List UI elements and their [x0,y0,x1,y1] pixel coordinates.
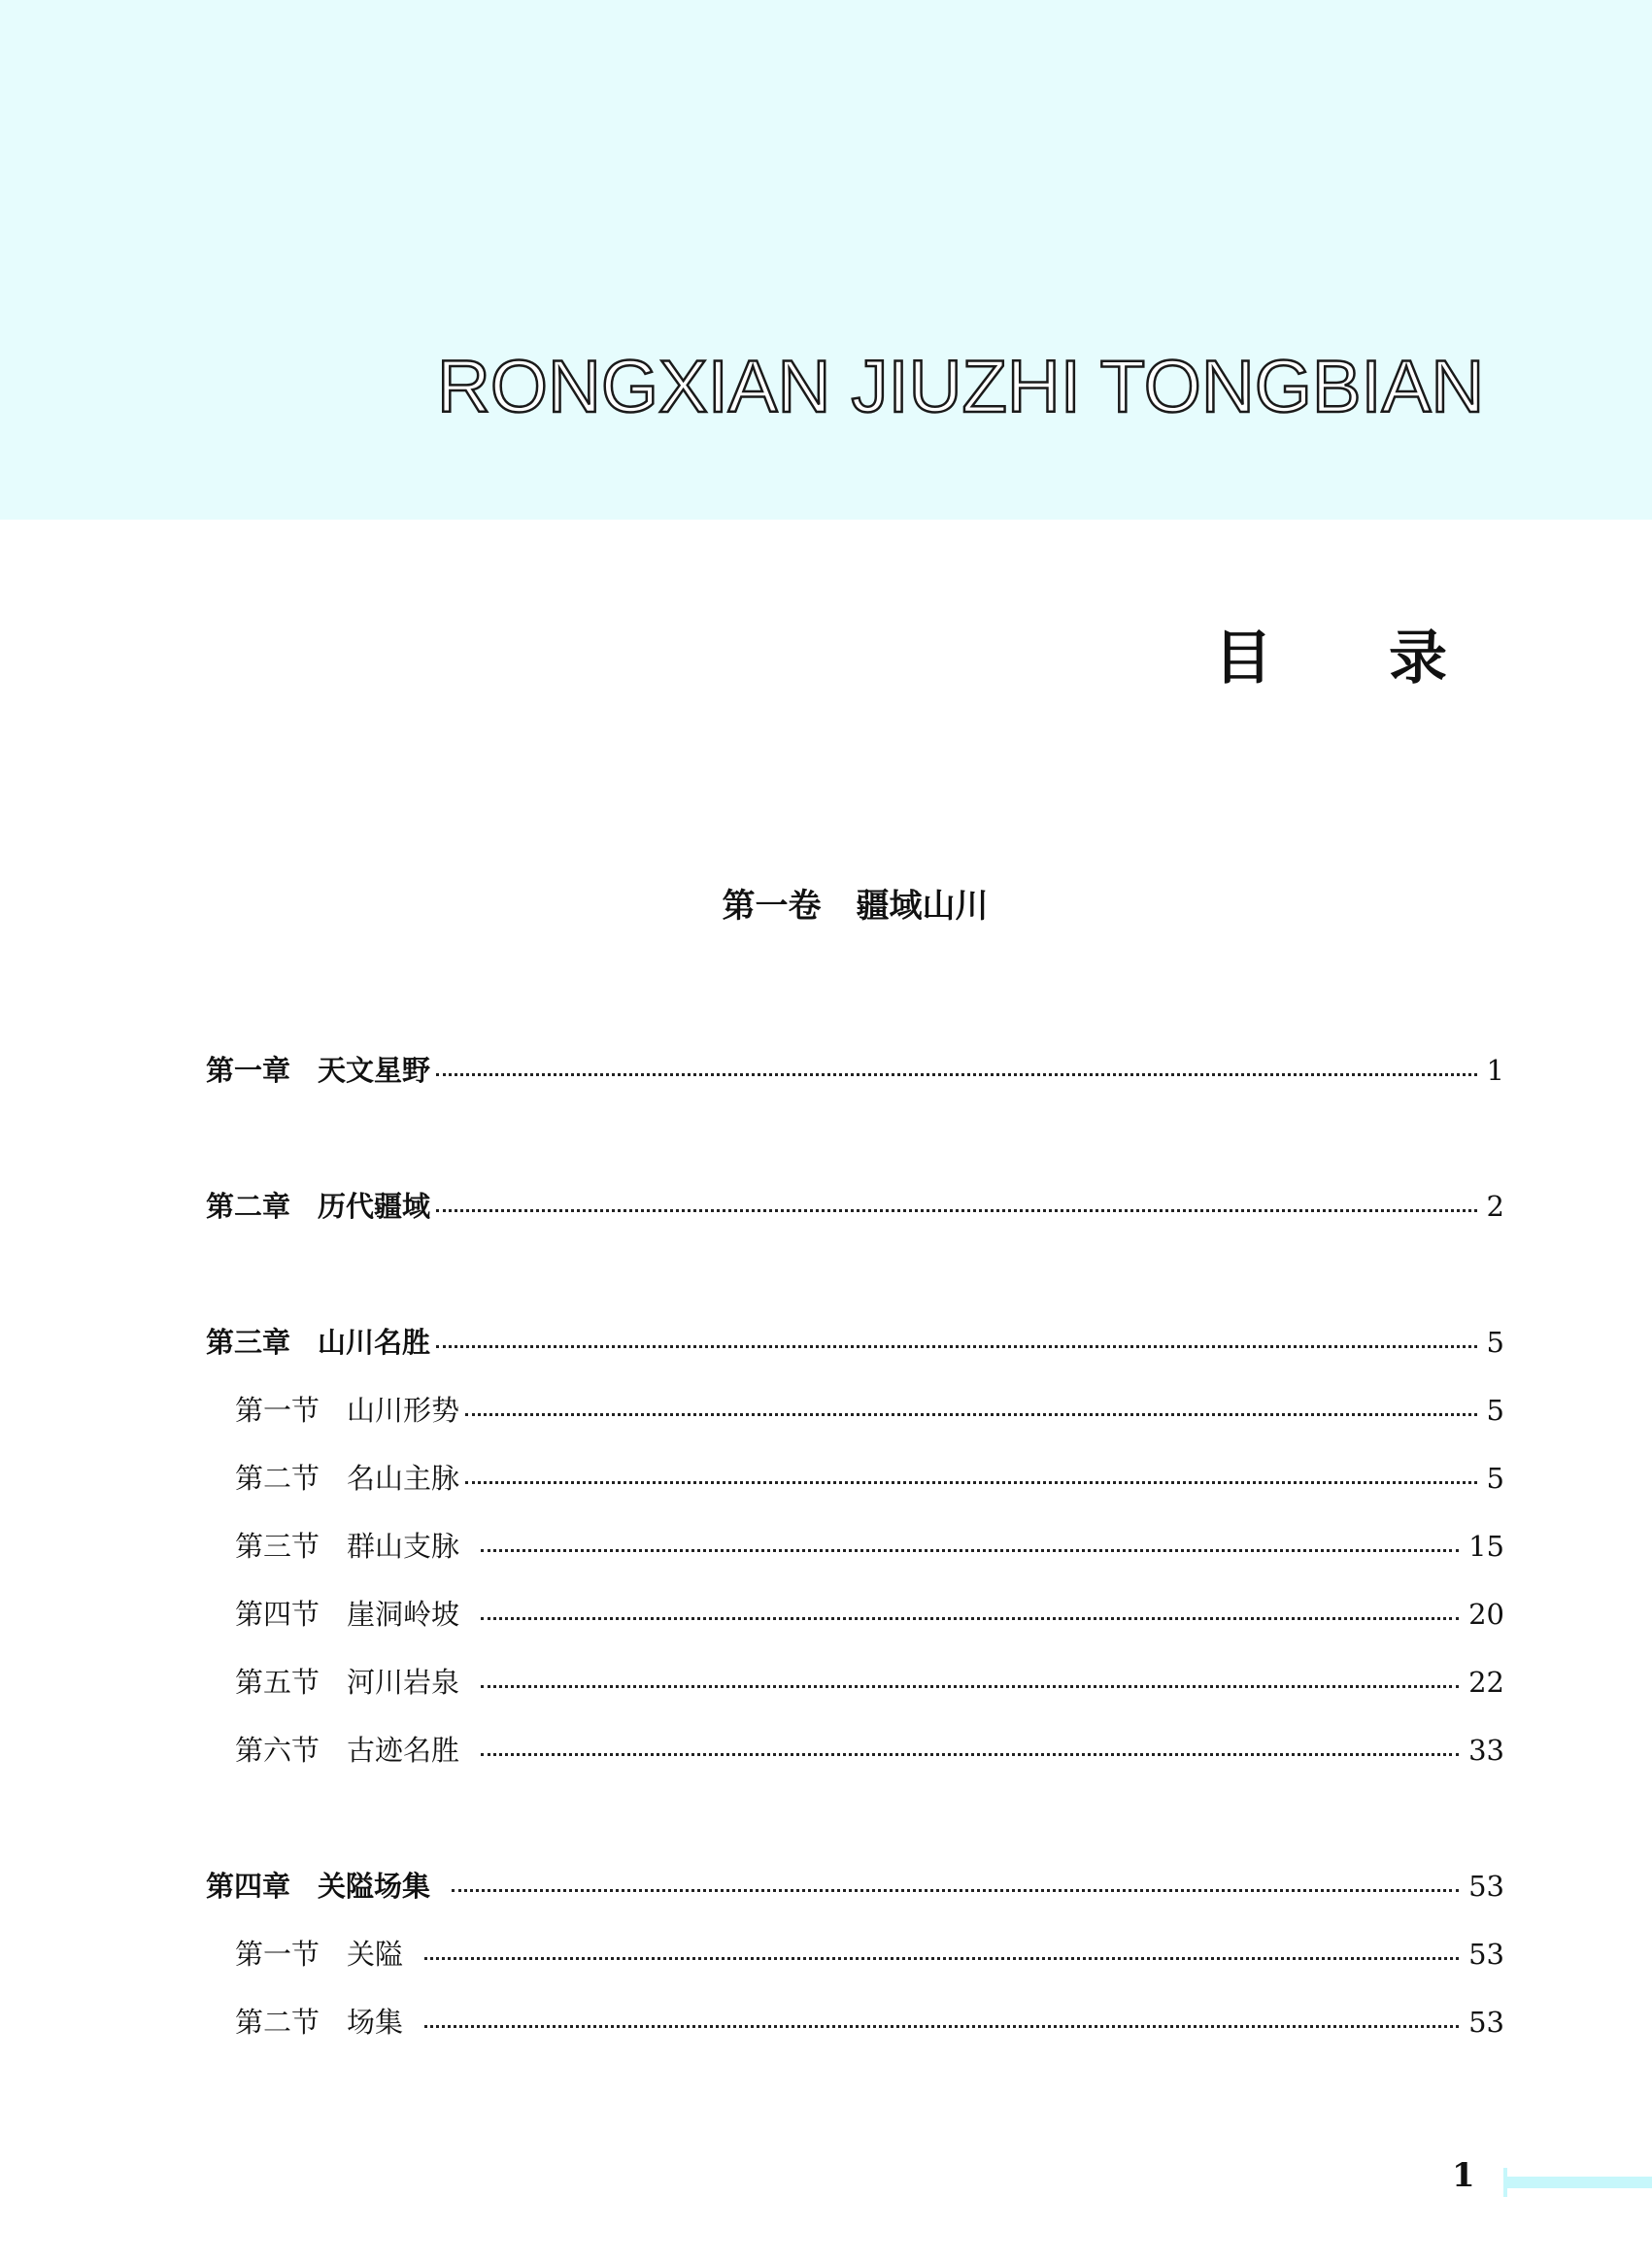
dot-leader [481,1753,1459,1756]
entry-number: 第六节 [235,1734,320,1767]
entry-number: 第五节 [235,1666,320,1699]
dot-leader [436,1345,1477,1348]
entry-page: 15 [1468,1530,1504,1563]
dot-leader [481,1549,1459,1552]
entry-title: 崖洞岭坡 [347,1598,460,1631]
banner-title: RONGXIAN JIUZHI TONGBIAN [437,346,1485,428]
entry-title: 历代疆域 [318,1190,431,1223]
toc-entry-section[interactable] [235,1525,1504,1568]
toc-entry-chapter[interactable] [206,1185,1504,1228]
toc-entry-section[interactable] [235,1933,1504,1976]
dot-leader [465,1481,1477,1484]
entry-page: 5 [1486,1326,1504,1359]
entry-page: 22 [1468,1666,1504,1699]
folio-accent-bar [1503,2177,1652,2188]
page-number: 1 [1452,2156,1475,2195]
volume-number: 第一卷 [722,887,822,926]
toc-entry-chapter[interactable] [206,1865,1504,1908]
dot-leader [465,1413,1477,1416]
entry-page: 53 [1468,2006,1504,2039]
entry-title: 关隘 [347,1938,404,1971]
toc-entry-section[interactable] [235,1593,1504,1636]
entry-page: 5 [1486,1394,1504,1427]
toc-entry-section[interactable] [235,1729,1504,1772]
dot-leader [452,1889,1459,1892]
entry-number: 第一章 [206,1054,291,1087]
entry-page: 33 [1468,1734,1504,1767]
header-banner [0,0,1652,520]
toc-entry-section[interactable] [235,1661,1504,1704]
entry-number: 第三节 [235,1530,320,1563]
entry-number: 第三章 [206,1326,291,1359]
dot-leader [424,2025,1459,2028]
entry-title: 群山支脉 [347,1530,460,1563]
toc-heading [1214,612,1447,695]
entry-number: 第一节 [235,1938,320,1971]
entry-page: 53 [1468,1870,1504,1903]
entry-title: 古迹名胜 [347,1734,460,1767]
entry-title: 山川形势 [347,1394,460,1427]
entry-page: 5 [1486,1462,1504,1495]
entry-page: 2 [1486,1190,1504,1223]
toc-heading-right: 录 [1389,625,1447,693]
toc-entry-section[interactable] [235,1457,1504,1500]
toc-entry-chapter[interactable] [206,1049,1504,1092]
entry-page: 20 [1468,1598,1504,1631]
dot-leader [436,1209,1477,1212]
toc-entry-section[interactable] [235,2001,1504,2044]
entry-number: 第二章 [206,1190,291,1223]
volume-name: 疆域山川 [856,887,989,926]
entry-title: 名山主脉 [347,1462,460,1495]
entry-page: 53 [1468,1938,1504,1971]
entry-number: 第一节 [235,1394,320,1427]
volume-title [0,879,1652,927]
entry-number: 第二节 [235,2006,320,2039]
dot-leader [436,1073,1477,1076]
dot-leader [424,1957,1459,1960]
toc-entry-chapter[interactable] [206,1321,1504,1364]
toc-entry-section[interactable] [235,1389,1504,1432]
toc-heading-left: 目 [1214,625,1272,693]
entry-number: 第四章 [206,1870,291,1903]
dot-leader [481,1685,1459,1688]
entry-title: 关隘场集 [318,1870,431,1903]
entry-number: 第四节 [235,1598,320,1631]
entry-title: 天文星野 [318,1054,431,1087]
dot-leader [481,1617,1459,1620]
entry-title: 河川岩泉 [347,1666,460,1699]
entry-title: 山川名胜 [318,1326,431,1359]
entry-number: 第二节 [235,1462,320,1495]
entry-title: 场集 [347,2006,404,2039]
entry-page: 1 [1486,1054,1504,1087]
